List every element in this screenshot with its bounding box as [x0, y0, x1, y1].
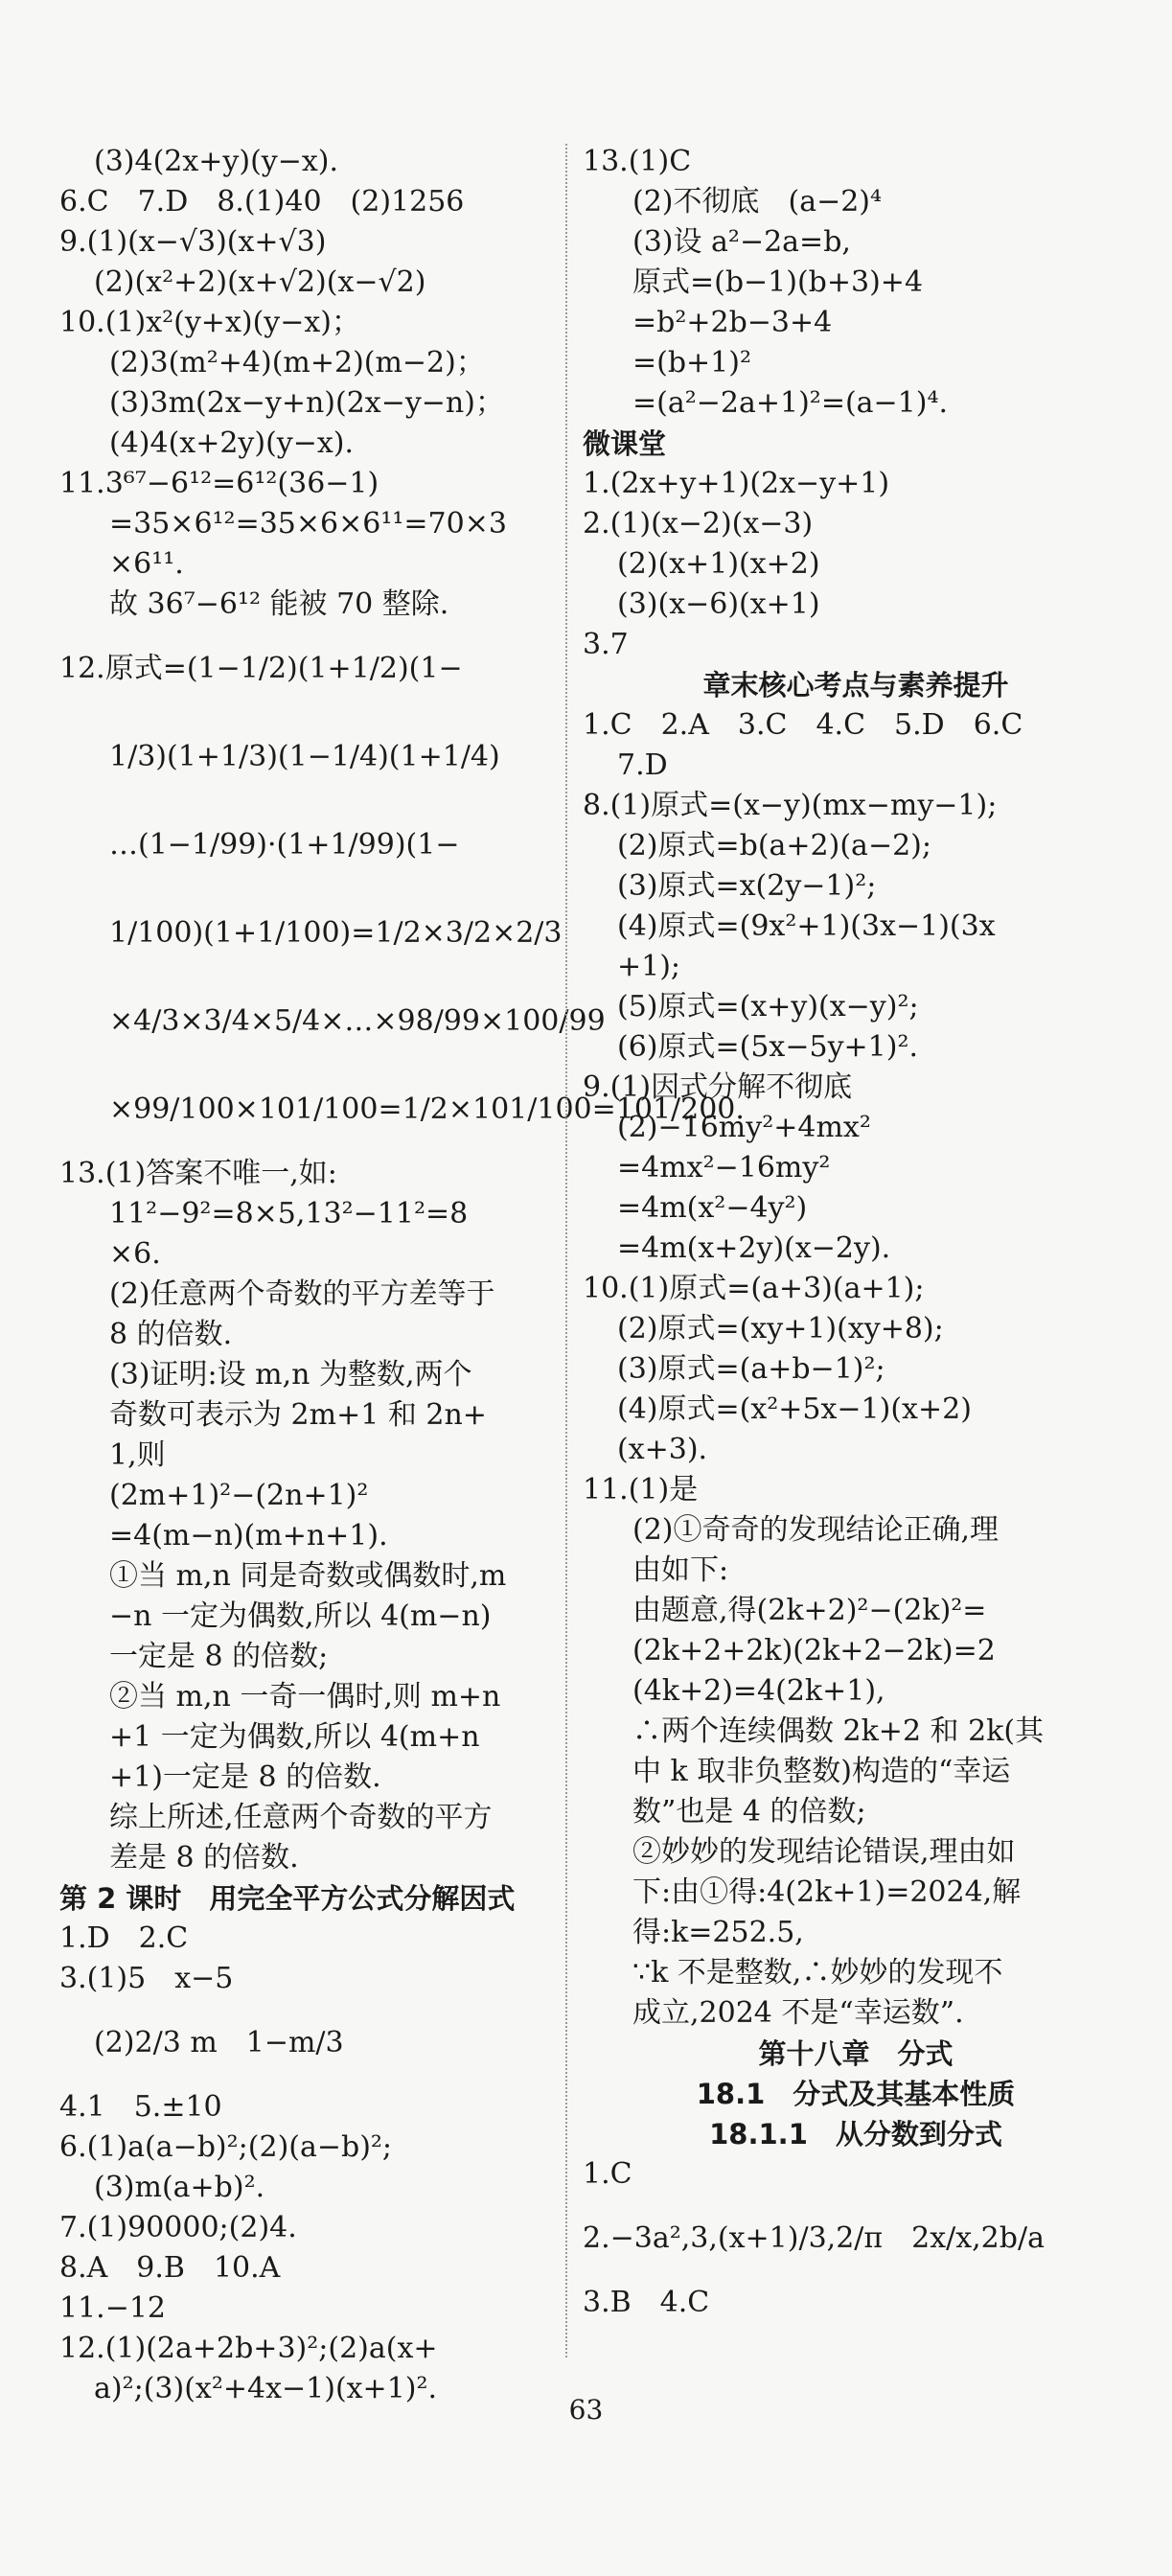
- answer-line: 9.(1)因式分解不彻底: [583, 1070, 853, 1104]
- answer-line: =35×6¹²=35×6×6¹¹=70×3: [109, 507, 507, 540]
- answer-line: 原式=(b−1)(b+3)+4: [632, 265, 924, 299]
- answer-line: 1/3)(1+1/3)(1−1/4)(1+1/4): [109, 740, 500, 773]
- answer-line: 1.C: [583, 2157, 632, 2191]
- answer-line: ∵k 不是整数,∴妙妙的发现不: [632, 1956, 1003, 1990]
- section-heading: 18.1.1 从分数到分式: [709, 2118, 1002, 2150]
- answer-line: 10.(1)原式=(a+3)(a+1);: [583, 1272, 925, 1305]
- column-divider: [565, 144, 567, 2358]
- answer-line: 1.D 2.C: [59, 1921, 189, 1955]
- answer-line: 11.3⁶⁷−6¹²=6¹²(36−1): [59, 467, 379, 500]
- answer-line: (2)不彻底 (a−2)⁴: [632, 185, 883, 218]
- answer-line: (2m+1)²−(2n+1)²: [109, 1479, 369, 1512]
- answer-line: (2)原式=(xy+1)(xy+8);: [617, 1312, 944, 1346]
- answer-line: 6.C 7.D 8.(1)40 (2)1256: [59, 185, 465, 218]
- answer-line: ×6.: [109, 1237, 161, 1271]
- answer-line: ①当 m,n 同是奇数或偶数时,m: [109, 1559, 507, 1593]
- answer-line: 7.D: [617, 748, 668, 782]
- answer-line: =4(m−n)(m+n+1).: [109, 1519, 388, 1552]
- answer-line: +1)一定是 8 的倍数.: [109, 1760, 381, 1794]
- answer-line: (5)原式=(x+y)(x−y)²;: [617, 990, 919, 1024]
- answer-line: 下:由①得:4(2k+1)=2024,解: [632, 1875, 1022, 1909]
- answer-line: (4)原式=(9x²+1)(3x−1)(3x: [617, 909, 996, 943]
- answer-line: 8.A 9.B 10.A: [59, 2251, 281, 2285]
- answer-line: 1.C 2.A 3.C 4.C 5.D 6.C: [583, 708, 1023, 742]
- answer-line: 由如下:: [632, 1553, 729, 1587]
- answer-line: (4k+2)=4(2k+1),: [632, 1674, 885, 1708]
- answer-line: 4.1 5.±10: [59, 2090, 222, 2124]
- answer-line: (2)−16my²+4mx²: [617, 1111, 871, 1144]
- answer-line: ②当 m,n 一奇一偶时,则 m+n: [109, 1680, 501, 1714]
- answer-line: 9.(1)(x−√3)(x+√3): [59, 225, 327, 259]
- answer-line: 8 的倍数.: [109, 1318, 233, 1351]
- answer-line: 13.(1)答案不唯一,如:: [59, 1157, 337, 1190]
- section-heading: 18.1 分式及其基本性质: [696, 2078, 1016, 2110]
- answer-line: 12.原式=(1−1/2)(1+1/2)(1−: [59, 652, 463, 685]
- answer-line: 奇数可表示为 2m+1 和 2n+: [109, 1398, 487, 1432]
- section-heading: 章末核心考点与素养提升: [702, 669, 1009, 702]
- answer-line: 成立,2024 不是“幸运数”.: [632, 1996, 964, 2030]
- answer-line: 12.(1)(2a+2b+3)²;(2)a(x+: [59, 2332, 438, 2365]
- answer-line: (2k+2+2k)(2k+2−2k)=2: [632, 1634, 996, 1668]
- answer-line: 综上所述,任意两个奇数的平方: [109, 1801, 493, 1834]
- answer-line: 数”也是 4 的倍数;: [632, 1795, 866, 1828]
- answer-line: (3)设 a²−2a=b,: [632, 225, 851, 259]
- answer-line: 3.B 4.C: [583, 2286, 710, 2319]
- answer-line: (2)3(m²+4)(m+2)(m−2)；: [109, 346, 485, 380]
- answer-line: (3)m(a+b)².: [94, 2171, 265, 2204]
- section-heading: 微课堂: [583, 427, 667, 460]
- section-heading: 第 2 课时 用完全平方公式分解因式: [59, 1882, 516, 1915]
- answer-line: 11²−9²=8×5,13²−11²=8: [109, 1197, 469, 1230]
- answer-line: ∴两个连续偶数 2k+2 和 2k(其: [632, 1714, 1045, 1748]
- answer-line: (2)①奇奇的发现结论正确,理: [632, 1513, 1000, 1547]
- page-number: 63: [568, 2394, 604, 2426]
- answer-line: =(a²−2a+1)²=(a−1)⁴.: [632, 386, 949, 420]
- answer-line: 11.(1)是: [583, 1473, 699, 1506]
- answer-line: −n 一定为偶数,所以 4(m−n): [109, 1599, 492, 1633]
- answer-line: 2.(1)(x−2)(x−3): [583, 507, 814, 540]
- answer-line: 由题意,得(2k+2)²−(2k)²=: [632, 1594, 987, 1627]
- answer-line: 11.−12: [59, 2291, 167, 2325]
- answer-line: (4)4(x+2y)(y−x).: [109, 426, 355, 460]
- answer-line: (3)原式=x(2y−1)²;: [617, 869, 877, 903]
- answer-line: (2)原式=b(a+2)(a−2);: [617, 829, 931, 862]
- answer-line: 1/100)(1+1/100)=1/2×3/2×2/3: [109, 916, 563, 950]
- answer-line: =4mx²−16my²: [617, 1151, 831, 1184]
- answer-line: 8.(1)原式=(x−y)(mx−my−1);: [583, 789, 998, 822]
- answer-line: 3.(1)5 x−5: [59, 1962, 234, 1995]
- answer-line: (2)任意两个奇数的平方差等于: [109, 1277, 495, 1311]
- answer-line: (2)(x+1)(x+2): [617, 547, 820, 581]
- answer-line: +1 一定为偶数,所以 4(m+n: [109, 1720, 480, 1754]
- answer-line: ②妙妙的发现结论错误,理由如: [632, 1835, 1016, 1869]
- answer-line: 6.(1)a(a−b)²;(2)(a−b)²;: [59, 2130, 393, 2164]
- answer-line: (x+3).: [617, 1433, 708, 1466]
- answer-line: 得:k=252.5,: [632, 1916, 804, 1949]
- answer-line: (3)(x−6)(x+1): [617, 587, 820, 621]
- answer-line: 差是 8 的倍数.: [109, 1841, 299, 1874]
- section-heading: 第十八章 分式: [758, 2037, 954, 2070]
- answer-line: (4)原式=(x²+5x−1)(x+2): [617, 1392, 972, 1426]
- answer-line: =(b+1)²: [632, 346, 751, 380]
- answer-line: 一定是 8 的倍数;: [109, 1640, 329, 1673]
- answer-line: (3)4(2x+y)(y−x).: [94, 145, 339, 178]
- answer-line: =b²+2b−3+4: [632, 306, 833, 339]
- answer-line: 2.−3a²,3,(x+1)/3,2/π 2x/x,2b/a: [583, 2221, 1045, 2255]
- right-column: [583, 142, 1129, 2323]
- answer-line: (2)(x²+2)(x+√2)(x−√2): [94, 265, 426, 299]
- answer-line: (6)原式=(5x−5y+1)².: [617, 1030, 919, 1064]
- answer-line: ×4/3×3/4×5/4×…×98/99×100/99: [109, 1004, 606, 1038]
- answer-line: 13.(1)C: [583, 145, 692, 178]
- answer-line: 1.(2x+y+1)(2x−y+1): [583, 467, 890, 500]
- answer-line: +1);: [617, 950, 681, 983]
- answer-line: (3)原式=(a+b−1)²;: [617, 1352, 885, 1386]
- answer-line: (3)3m(2x−y+n)(2x−y−n)；: [109, 386, 504, 420]
- answer-line: a)²;(3)(x²+4x−1)(x+1)².: [94, 2372, 438, 2405]
- answer-line: =4m(x+2y)(x−2y).: [617, 1231, 891, 1265]
- answer-line: 7.(1)90000;(2)4.: [59, 2211, 297, 2244]
- answer-line: (2)2/3 m 1−m/3: [94, 2026, 344, 2059]
- answer-line: 故 36⁷−6¹² 能被 70 整除.: [109, 587, 449, 621]
- answer-line: 3.7: [583, 628, 629, 661]
- answer-line: ×6¹¹.: [109, 547, 184, 581]
- answer-line: 10.(1)x²(y+x)(y−x)；: [59, 306, 360, 339]
- answer-line: 中 k 取非负整数)构造的“幸运: [632, 1755, 1011, 1788]
- answer-line: (3)证明:设 m,n 为整数,两个: [109, 1358, 472, 1392]
- answer-line: ×99/100×101/100=1/2×101/100=101/200.: [109, 1092, 745, 1126]
- answer-line: =4m(x²−4y²): [617, 1191, 808, 1225]
- answer-line: …(1−1/99)·(1+1/99)(1−: [109, 828, 460, 862]
- answer-line: 1,则: [109, 1438, 166, 1472]
